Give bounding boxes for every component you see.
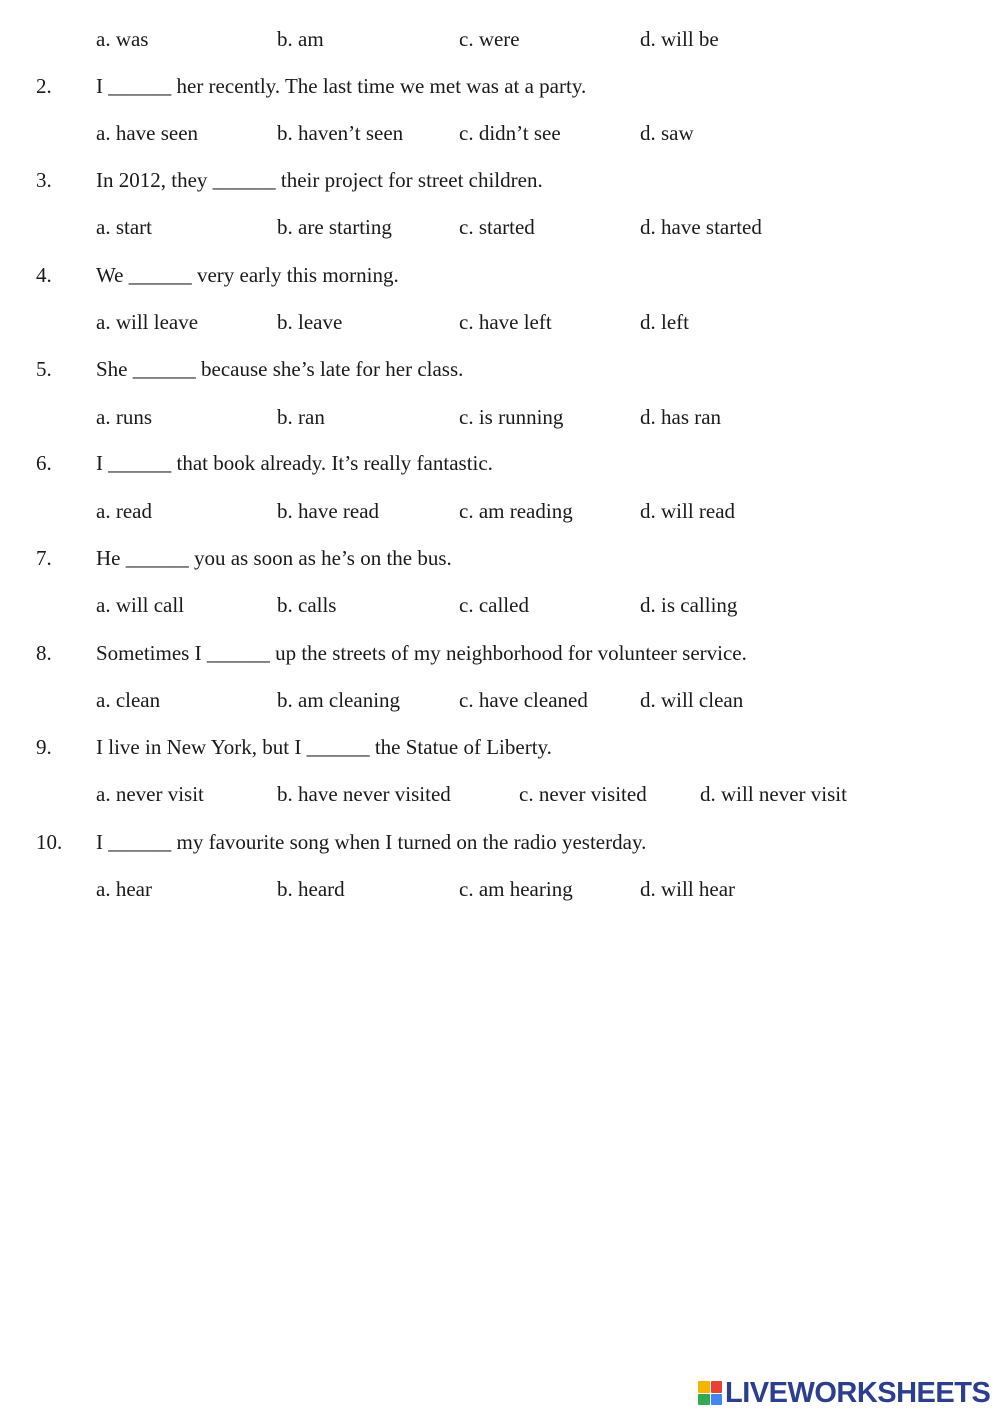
question-number: 4. — [36, 263, 52, 287]
option-b[interactable]: b. have never visited — [277, 782, 451, 806]
option-b[interactable]: b. heard — [277, 877, 345, 901]
option-c[interactable]: c. have cleaned — [459, 688, 588, 712]
question-stem: She ______ because she’s late for her class. — [96, 357, 464, 381]
question-number: 3. — [36, 168, 52, 192]
logo-square — [698, 1394, 710, 1406]
option-c[interactable]: c. am hearing — [459, 877, 573, 901]
option-d[interactable]: d. will clean — [640, 688, 744, 712]
question-stem: I ______ her recently. The last time we met was at a party. — [96, 74, 587, 98]
option-c[interactable]: c. am reading — [459, 499, 573, 523]
option-b[interactable]: b. are starting — [277, 215, 392, 239]
question-stem: I ______ my favourite song when I turned on the radio yesterday. — [96, 830, 647, 854]
question-number: 6. — [36, 451, 52, 475]
question-number: 9. — [36, 735, 52, 759]
option-a[interactable]: a. read — [96, 499, 152, 523]
option-c[interactable]: c. started — [459, 215, 535, 239]
question-stem: I live in New York, but I ______ the Statue of Liberty. — [96, 735, 552, 759]
option-d[interactable]: d. will never visit — [700, 782, 847, 806]
option-b[interactable]: b. ran — [277, 405, 325, 429]
option-a[interactable]: a. never visit — [96, 782, 204, 806]
question-number: 8. — [36, 641, 52, 665]
option-d[interactable]: d. left — [640, 310, 689, 334]
logo-square — [698, 1381, 710, 1393]
option-b[interactable]: b. have read — [277, 499, 380, 523]
question-number: 2. — [36, 74, 52, 98]
option-c[interactable]: c. were — [459, 27, 520, 51]
option-d[interactable]: d. will read — [640, 499, 736, 523]
question-number: 10. — [36, 830, 63, 854]
question-stem: He ______ you as soon as he’s on the bus. — [96, 546, 452, 570]
liveworksheets-logo — [698, 1376, 990, 1410]
liveworksheets-logo-text: LIVEWORKSHEETS — [725, 1376, 991, 1409]
option-d[interactable]: d. have started — [640, 215, 762, 239]
question-number: 7. — [36, 546, 52, 570]
option-a[interactable]: a. will leave — [96, 310, 199, 334]
logo-square — [711, 1381, 723, 1393]
option-d[interactable]: d. will hear — [640, 877, 736, 901]
question-number: 5. — [36, 357, 52, 381]
option-a[interactable]: a. runs — [96, 405, 152, 429]
liveworksheets-logo-icon — [698, 1381, 722, 1405]
option-b[interactable]: b. calls — [277, 593, 337, 617]
option-a[interactable]: a. have seen — [96, 121, 199, 145]
question-stem: I ______ that book already. It’s really fantastic. — [96, 451, 493, 475]
option-a[interactable]: a. was — [96, 27, 149, 51]
option-b[interactable]: b. haven’t seen — [277, 121, 404, 145]
option-a[interactable]: a. start — [96, 215, 152, 239]
option-d[interactable]: d. saw — [640, 121, 694, 145]
question-stem: In 2012, they ______ their project for street children. — [96, 168, 543, 192]
option-d[interactable]: d. has ran — [640, 405, 722, 429]
question-stem: We ______ very early this morning. — [96, 263, 399, 287]
option-b[interactable]: b. am — [277, 27, 324, 51]
option-b[interactable]: b. am cleaning — [277, 688, 401, 712]
option-c[interactable]: c. is running — [459, 405, 564, 429]
question-stem: Sometimes I ______ up the streets of my neighborhood for volunteer service. — [96, 641, 747, 665]
option-c[interactable]: c. never visited — [519, 782, 647, 806]
option-c[interactable]: c. didn’t see — [459, 121, 561, 145]
option-b[interactable]: b. leave — [277, 310, 343, 334]
option-a[interactable]: a. will call — [96, 593, 185, 617]
option-a[interactable]: a. hear — [96, 877, 152, 901]
option-c[interactable]: c. called — [459, 593, 529, 617]
logo-square — [711, 1394, 723, 1406]
option-c[interactable]: c. have left — [459, 310, 552, 334]
option-d[interactable]: d. is calling — [640, 593, 738, 617]
option-d[interactable]: d. will be — [640, 27, 719, 51]
option-a[interactable]: a. clean — [96, 688, 161, 712]
